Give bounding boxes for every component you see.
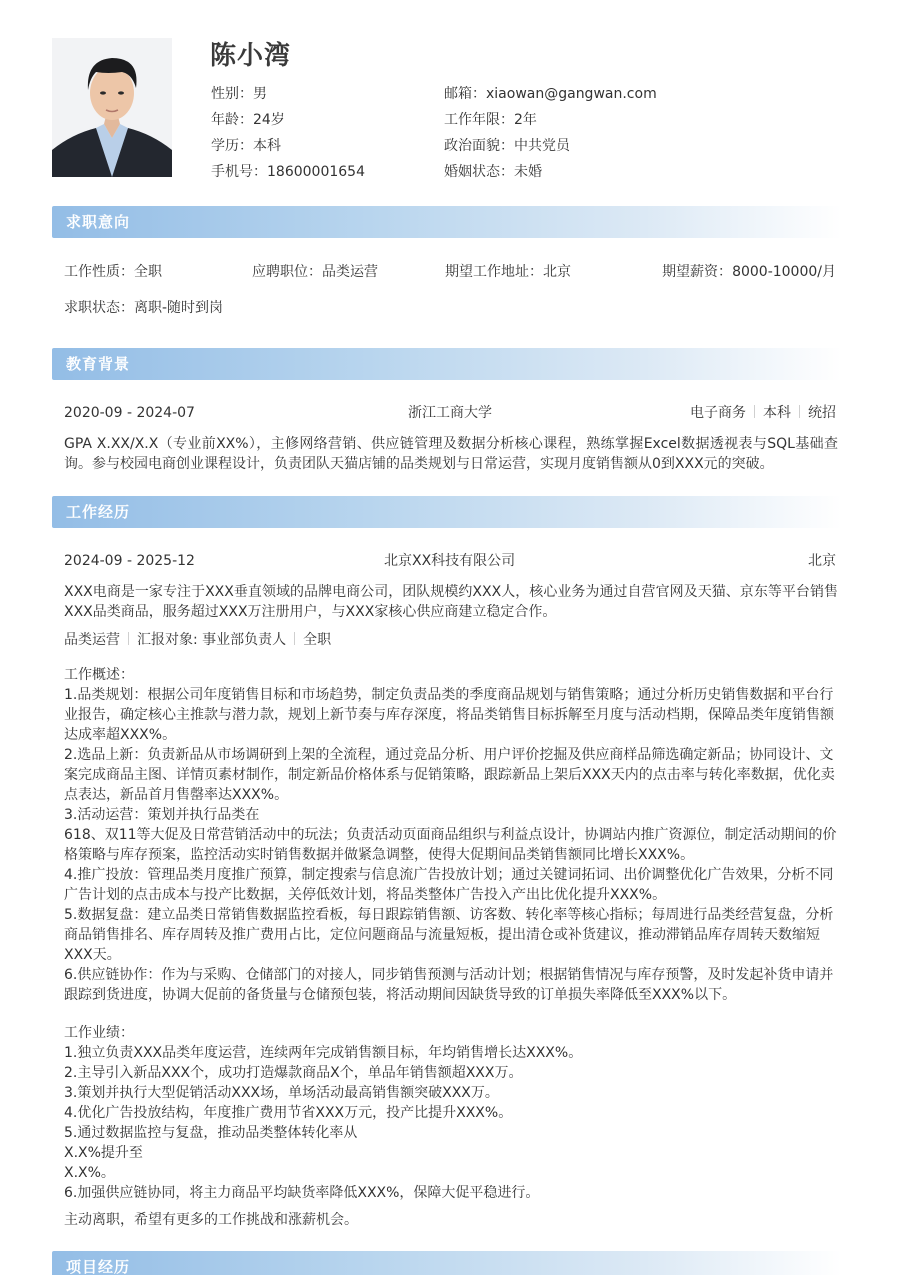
info-education: [211, 133, 281, 159]
info-label: 婚姻状态：: [444, 164, 514, 180]
section-header-education: [52, 348, 842, 380]
field-value: 全职: [134, 264, 162, 280]
divider: [754, 405, 755, 418]
info-value: 18600001654: [267, 164, 365, 180]
intent-position: [252, 262, 378, 282]
overview-line: 案完成商品主图、详情页素材制作，制定新品价格体系与促销策略，跟踪新品上架后XXX天内的点击率与转化率数据，优化卖: [64, 767, 835, 783]
work-tags: [64, 630, 331, 650]
field-label: 工作性质：: [64, 264, 134, 280]
achievement-line: 2.主导引入新品XXX个，成功打造爆款商品X个，单品年销售额超XXX万。: [64, 1065, 523, 1081]
info-gender: [211, 81, 267, 107]
work-city: 北京: [808, 553, 836, 569]
info-email: [444, 81, 657, 107]
education-school: 浙江工商大学: [408, 405, 492, 421]
overview-line: 点表达，新品首月售罄率达XXX%。: [64, 787, 289, 803]
field-label: 期望薪资：: [662, 264, 733, 280]
info-label: 邮箱：: [444, 86, 486, 102]
work-company: 北京XX科技有限公司: [384, 553, 516, 569]
info-value: 本科: [253, 138, 281, 154]
section-header-intent: [52, 206, 842, 238]
field-label: 应聘职位：: [252, 264, 322, 280]
info-years: [444, 107, 537, 133]
work-type: 全职: [303, 632, 332, 648]
info-label: 手机号：: [211, 164, 267, 180]
section-title: 教育背景: [66, 355, 131, 373]
achievement-line: 5.通过数据监控与复盘，推动品类整体转化率从: [64, 1125, 358, 1141]
section-title: 项目经历: [66, 1258, 131, 1275]
education-description: GPA X.XX/X.X（专业前XX%），主修网络营销、供应链管理及数据分析核心课程，熟练掌握Excel数据透视表与SQL基础查询。参与校园电商创业课程设计，负责团队天猫店铺的品类规划与日常运营，实现月度销售额从0到XXX元的突破。: [64, 436, 838, 472]
education-tags: [690, 403, 836, 423]
info-age: [211, 107, 285, 133]
achievement-line: X.X%。: [64, 1165, 115, 1181]
achievement-line: 4.优化广告投放结构，年度推广费用节省XXX万元，投产比提升XXX%。: [64, 1105, 513, 1121]
divider: [294, 632, 295, 645]
overview-line: 1.品类规划：根据公司年度销售目标和市场趋势，制定负责品类的季度商品规划与销售策略；通过分析历史销售数据和平台行: [64, 687, 834, 703]
overview-line: 5.数据复盘：建立品类日常销售数据监控看板，每日跟踪销售额、访客数、转化率等核心指标；每周进行品类经营复盘，分析: [64, 907, 834, 923]
education-type: 统招: [808, 405, 836, 421]
overview-line: 广告计划的点击成本与投产比数据，关停低效计划，将品类整体广告投入产出比优化提升XXX%。: [64, 887, 667, 903]
section-title: 求职意向: [66, 213, 131, 231]
overview-line: 3.活动运营：策划并执行品类在: [64, 807, 260, 823]
achievement-line: 1.独立负责XXX品类年度运营，连续两年完成销售额目标，年均销售增长达XXX%。: [64, 1045, 583, 1061]
info-phone: [211, 159, 365, 185]
info-political: [444, 133, 570, 159]
overview-line: 业报告，确定核心主推款与潜力款，规划上新节奏与库存深度，将品类销售目标拆解至月度与活动档期，保障品类年度销售额: [64, 707, 834, 723]
field-label: 求职状态：: [64, 300, 134, 316]
work-achievements-label: 工作业绩：: [64, 1025, 134, 1041]
person-photo-icon: [52, 38, 172, 177]
work-role: 品类运营: [64, 632, 120, 648]
candidate-name: 陈小湾: [210, 41, 292, 71]
work-leave-reason: 主动离职，希望有更多的工作挑战和涨薪机会。: [64, 1212, 358, 1228]
section-title: 工作经历: [66, 503, 131, 521]
achievement-line: 6.加强供应链协同，将主力商品平均缺货率降低XXX%，保障大促平稳进行。: [64, 1185, 540, 1201]
divider: [128, 632, 129, 645]
section-header-work: [52, 496, 842, 528]
overview-line: 商品销售排名、库存周转及推广费用占比，定位问题商品与流量短板，提出清仓或补货建议，推动滞销品库存周转天数缩短: [64, 927, 820, 943]
field-value: 8000-10000/月: [732, 264, 836, 280]
info-label: 政治面貌：: [444, 138, 514, 154]
overview-line: 6.供应链协作：作为与采购、仓储部门的对接人，同步销售预测与活动计划；根据销售情况与库存预警，及时发起补货申请并: [64, 967, 834, 983]
info-label: 学历：: [211, 138, 253, 154]
info-value: 2年: [514, 112, 537, 128]
intent-location: [445, 262, 571, 282]
work-report-to: 汇报对象: 事业部负责人: [137, 632, 287, 648]
info-value: 未婚: [514, 164, 542, 180]
info-label: 性别：: [211, 86, 253, 102]
education-period: 2020-09 - 2024-07: [64, 405, 195, 421]
info-label: 年龄：: [211, 112, 253, 128]
overview-line: XXX天。: [64, 947, 121, 963]
section-header-projects: [52, 1251, 842, 1275]
overview-line: 618、双11等大促及日常营销活动中的玩法；负责活动页面商品组织与利益点设计，协调站内推广资源位，制定活动期间的价: [64, 827, 837, 843]
field-value: 北京: [543, 264, 571, 280]
intent-salary: [662, 262, 836, 282]
work-company-intro: XXX电商是一家专注于XXX垂直领域的品牌电商公司，团队规模约XXX人，核心业务为通过自营官网及天猫、京东等平台销售XXX品类商品，服务超过XXX万注册用户，与XXX家核心供应商建立稳定合作。: [64, 584, 838, 620]
info-value: 男: [253, 86, 267, 102]
info-label: 工作年限：: [444, 112, 514, 128]
divider: [799, 405, 800, 418]
education-degree: 本科: [763, 405, 791, 421]
profile-photo: [52, 38, 172, 177]
field-value: 离职-随时到岗: [134, 300, 224, 316]
overview-line: 达成率超XXX%。: [64, 727, 177, 743]
achievement-line: X.X%提升至: [64, 1145, 143, 1161]
field-label: 期望工作地址：: [445, 264, 543, 280]
intent-job-type: [64, 262, 162, 282]
achievement-line: 3.策划并执行大型促销活动XXX场，单场活动最高销售额突破XXX万。: [64, 1085, 499, 1101]
field-value: 品类运营: [322, 264, 378, 280]
overview-line: 4.推广投放：管理品类月度推广预算，制定搜索与信息流广告投放计划；通过关键词拓词、出价调整优化广告效果，分析不同: [64, 867, 834, 883]
info-value: 24岁: [253, 112, 285, 128]
info-marital: [444, 159, 542, 185]
info-value: 中共党员: [514, 138, 570, 154]
overview-line: 跟踪到货进度，协调大促前的备货量与仓储预包装，将活动期间因缺货导致的订单损失率降低至XXX%以下。: [64, 987, 737, 1003]
work-period: 2024-09 - 2025-12: [64, 553, 195, 569]
work-overview-label: 工作概述：: [64, 667, 134, 683]
education-major: 电子商务: [690, 405, 746, 421]
overview-line: 格策略与库存预案，监控活动实时销售数据并做紧急调整，使得大促期间品类销售额同比增长XXX%。: [64, 847, 695, 863]
intent-status: [64, 298, 223, 318]
overview-line: 2.选品上新：负责新品从市场调研到上架的全流程，通过竞品分析、用户评价挖掘及供应商样品筛选确定新品；协同设计、文: [64, 747, 834, 763]
info-value[interactable]: xiaowan@gangwan.com: [486, 86, 657, 102]
